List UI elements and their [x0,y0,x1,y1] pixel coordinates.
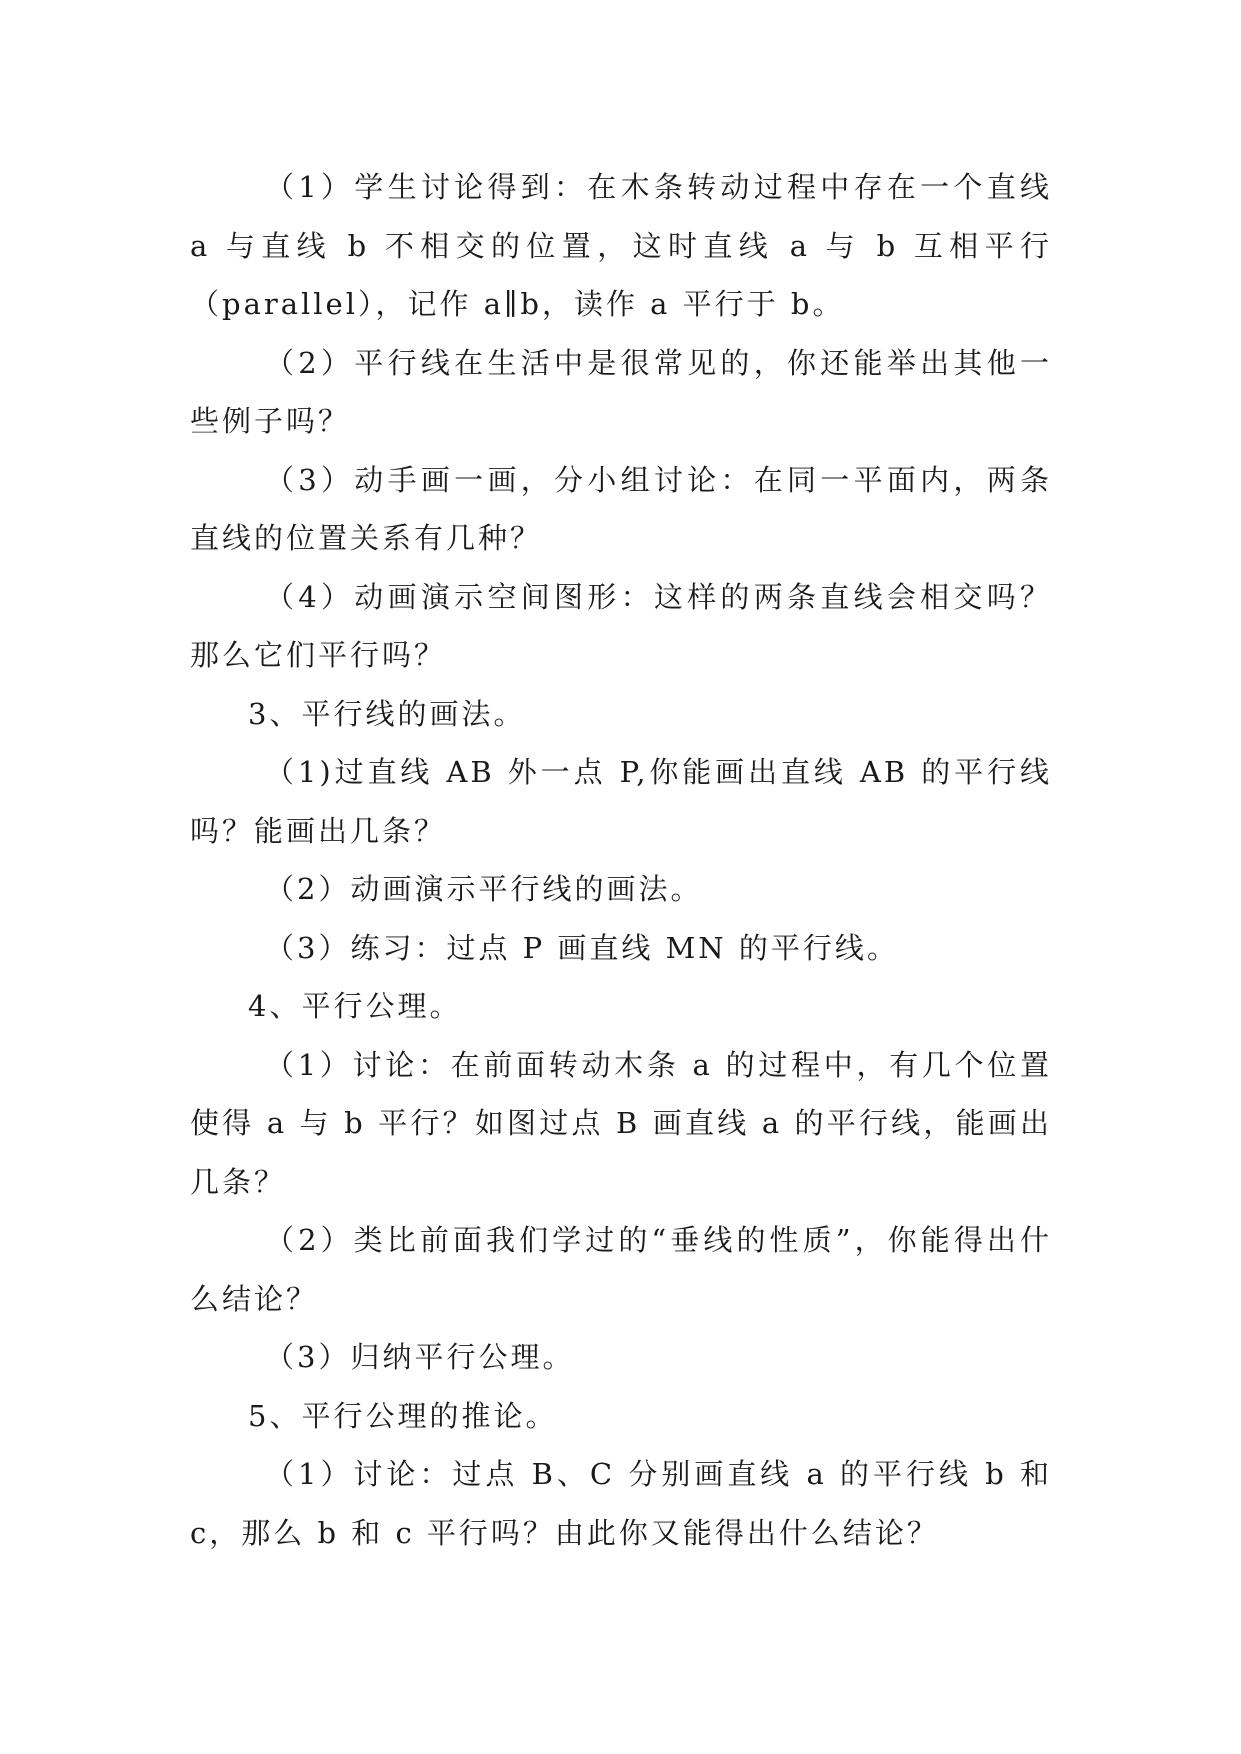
paragraph-3: （3）动手画一画，分小组讨论：在同一平面内，两条直线的位置关系有几种？ [190,462,1052,555]
section-heading-5: 5、平行公理的推论。 [248,1398,558,1433]
section-heading-3: 3、平行线的画法。 [248,696,526,731]
paragraph-6: （2）动画演示平行线的画法。 [265,872,703,906]
paragraph-9: （2）类比前面我们学过的“垂线的性质”，你能得出什么结论？ [190,1223,1052,1316]
paragraph-1: （1）学生讨论得到：在木条转动过程中存在一个直线 a 与直线 b 不相交的位置，这时直线 a 与 b 互相平行（parallel），记作 a∥b，读作 a 平行于 b。 [190,170,1052,321]
paragraph-4: （4）动画演示空间图形：这样的两条直线会相交吗？那么它们平行吗？ [190,579,1052,672]
paragraph-11: （1）讨论：过点 B、C 分别画直线 a 的平行线 b 和 c，那么 b 和 c 平行吗？由此你又能得出什么结论？ [190,1457,1052,1550]
document-page [190,158,1052,1562]
section-heading-4: 4、平行公理。 [248,989,462,1023]
paragraph-8: （1）讨论：在前面转动木条 a 的过程中，有几个位置使得 a 与 b 平行？如图过点 B 画直线 a 的平行线，能画出几条？ [190,1047,1052,1199]
paragraph-10: （3）归纳平行公理。 [265,1340,575,1374]
paragraph-7: （3）练习：过点 P 画直线 MN 的平行线。 [265,930,899,965]
paragraph-5: （1)过直线 AB 外一点 P,你能画出直线 AB 的平行线吗？能画出几条？ [190,755,1052,848]
paragraph-2: （2）平行线在生活中是很常见的，你还能举出其他一些例子吗？ [190,345,1052,438]
